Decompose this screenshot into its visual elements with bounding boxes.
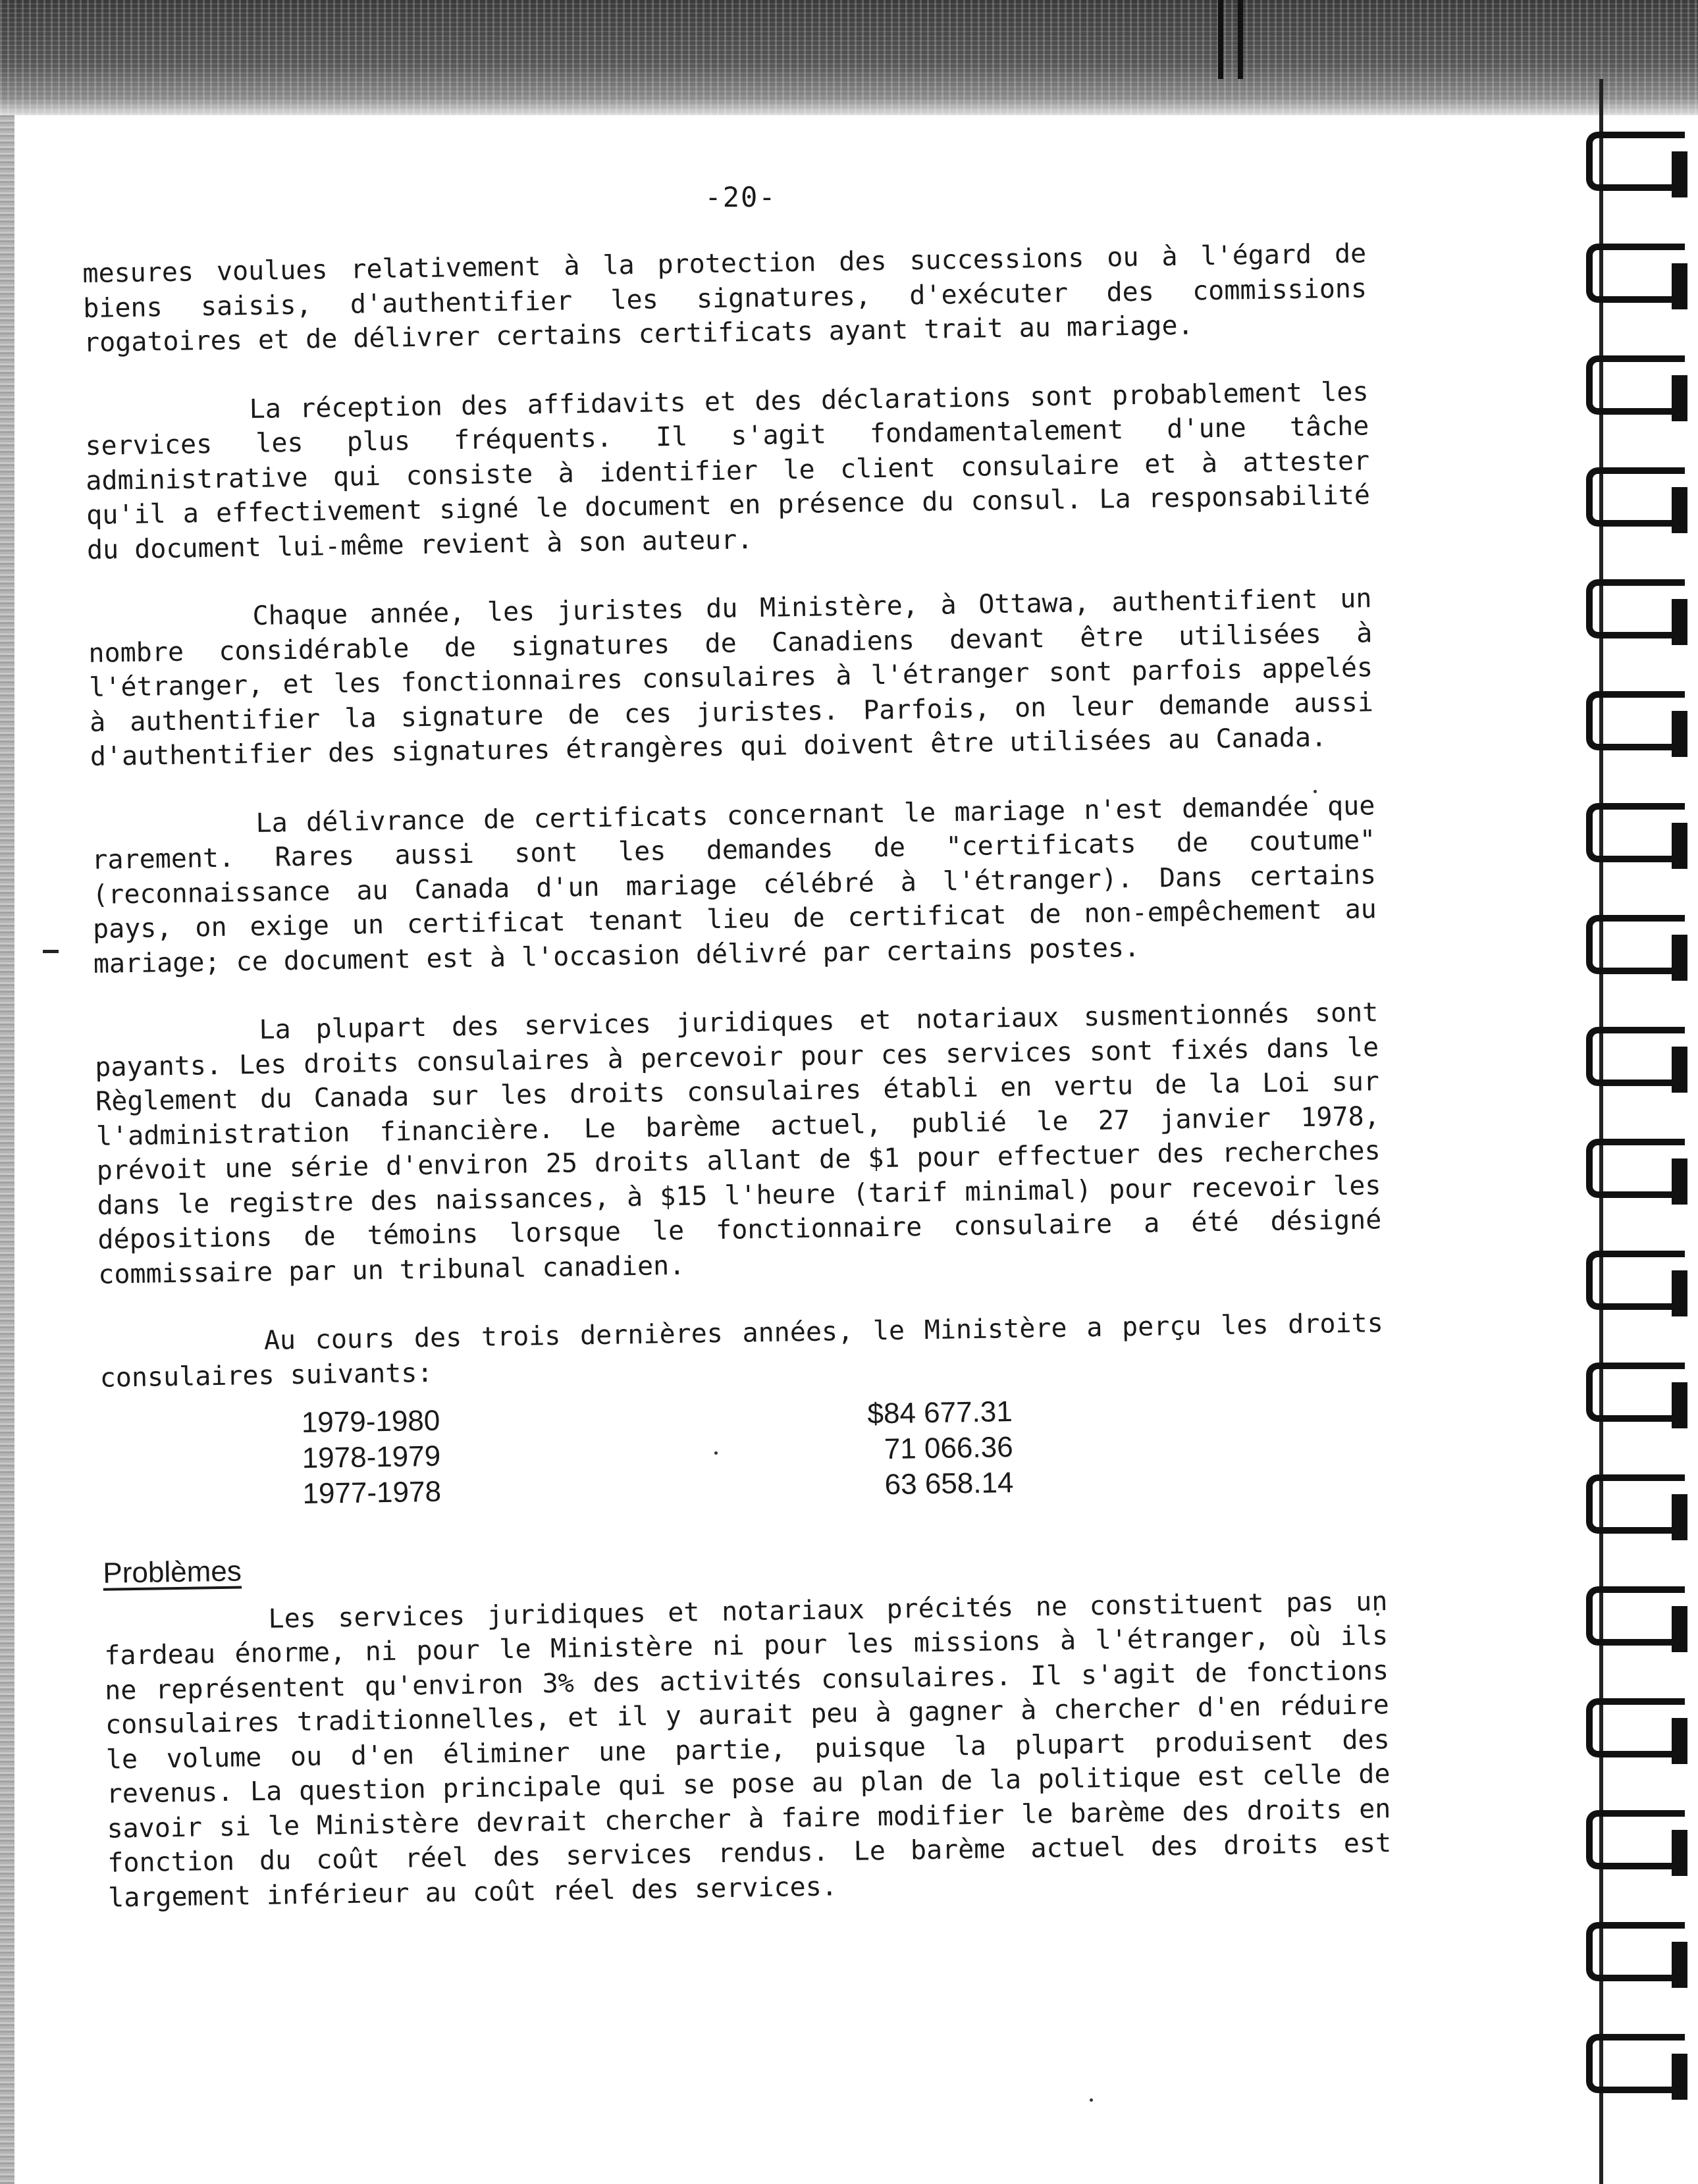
binding-ring — [1586, 803, 1685, 862]
fees-year: 1977-1978 — [302, 1475, 442, 1510]
binding-ring — [1586, 1810, 1685, 1869]
document-body — [82, 236, 1393, 1949]
fees-amount: $84 677.31 — [867, 1395, 1013, 1430]
scan-speck — [1090, 2098, 1093, 2102]
fees-amount: 63 658.14 — [884, 1467, 1014, 1501]
binding-ring — [1586, 1586, 1685, 1646]
binding-ring — [1586, 1027, 1685, 1086]
paragraph-fees: La plupart des services juridiques et notariaux susmentionnés sont payants. Les droits consulaires à percevoir pour ces services sont fixés dans le Règlement du Canada sur les droits consulaires établi en vertu de la Loi sur l'administration financière. Le barème actuel, publié le 27 janvier 1978, prévoit une série d'environ 25 droits allant de $1 pour effectuer des recherches dans le registre des naissances, à $15 l'heure (tarif minimal) pour recevoir les dépositions de témoins lorsque le fonctionnaire consulaire a été désigné commissaire par un tribunal canadien. — [94, 997, 1382, 1290]
binding-ring — [1586, 1922, 1685, 1981]
fees-year: 1979-1980 — [301, 1404, 440, 1439]
binding-ring — [1586, 691, 1685, 750]
paragraph-continuation: mesures voulues relativement à la protection des successions ou à l'égard de biens saisis, d'authentifier les signatures, d'exécuter des commissions rogatoires et de délivrer certains certificats ayant trait au mariage. — [82, 238, 1367, 358]
paragraph-signatures: Chaque année, les juristes du Ministère, à Ottawa, authentifient un nombre considérable de signatures de Canadiens devant être utilisées à l'étranger, et les fonctionnaires consulaires à l'étranger sont parfois appelés à authentifier la signature de ces juristes. Parfois, on leur demande aussi d'authentifier des signatures étrangères qui doivent être utilisées au Canada. — [88, 583, 1374, 772]
margin-mark — [43, 950, 59, 953]
binding-ring — [1586, 132, 1685, 191]
binding-ring — [1586, 1363, 1685, 1422]
binding-ring — [1586, 467, 1685, 527]
binding-ring — [1586, 1698, 1685, 1757]
paragraph-affidavits: La réception des affidavits et des déclarations sont probablement les services les plus fréquents. Il s'agit fondamentalement d'une tâche administrative qui consiste à identifier le client consulaire et à attester qu'il a effectivement signé le document en présence du consul. La responsabilité du document lui-même revient à son auteur. — [85, 376, 1371, 565]
paragraph-marriage-certificates: La délivrance de certificats concernant le mariage n'est demandée que rarement. Rares aussi sont les demandes de "certificats de coutume" (reconnaissance au Canada d'un mariage célébré à l'étranger). Dans certains pays, on exige un certificat tenant lieu de certificat de non-empêchement au mariage; ce document est à l'occasion délivré par certains postes. — [92, 790, 1377, 979]
binding-ring — [1586, 2034, 1685, 2093]
fees-amount: 71 066.36 — [884, 1431, 1013, 1466]
paragraph-problems: Les services juridiques et notariaux précités ne constituent pas un fardeau énorme, ni pour le Ministère ni pour les missions à l'étranger, où ils ne représentent qu'environ 3% des activités consulaires. Il s'agit de fonctions consulaires traditionnelles, et il y aurait peu à gagner à chercher d'en réduire le volume ou d'en éliminer une partie, puisque la plupart produisent des revenus. La question principale qui se pose au plan de la politique est celle de savoir si le Ministère devrait chercher à faire modifier le barème des droits en fonction du coût réel des services rendus. Le barème actuel des droits est largement inférieur au coût réel des services. — [104, 1586, 1392, 1913]
paragraph-fees-intro: Au cours des trois dernières années, le Ministère a perçu les droits consulaires suivants: — [99, 1308, 1384, 1393]
fees-year: 1978-1979 — [302, 1440, 441, 1474]
binding-ring — [1586, 244, 1685, 303]
binding-ring — [1586, 1251, 1685, 1310]
binding-ring — [1586, 915, 1685, 974]
page-number: -20- — [704, 181, 777, 213]
section-heading: Problèmes — [103, 1555, 242, 1590]
binding-ring — [1586, 1139, 1685, 1198]
fees-table — [100, 1388, 1385, 1521]
spiral-binding — [1586, 79, 1698, 2184]
scan-top-band — [0, 0, 1698, 115]
scan-artifact — [1238, 0, 1243, 79]
scan-artifact — [1218, 0, 1223, 79]
scan-left-edge — [0, 115, 14, 2184]
binding-ring — [1586, 1474, 1685, 1534]
binding-ring — [1586, 579, 1685, 638]
binding-ring — [1586, 355, 1685, 415]
